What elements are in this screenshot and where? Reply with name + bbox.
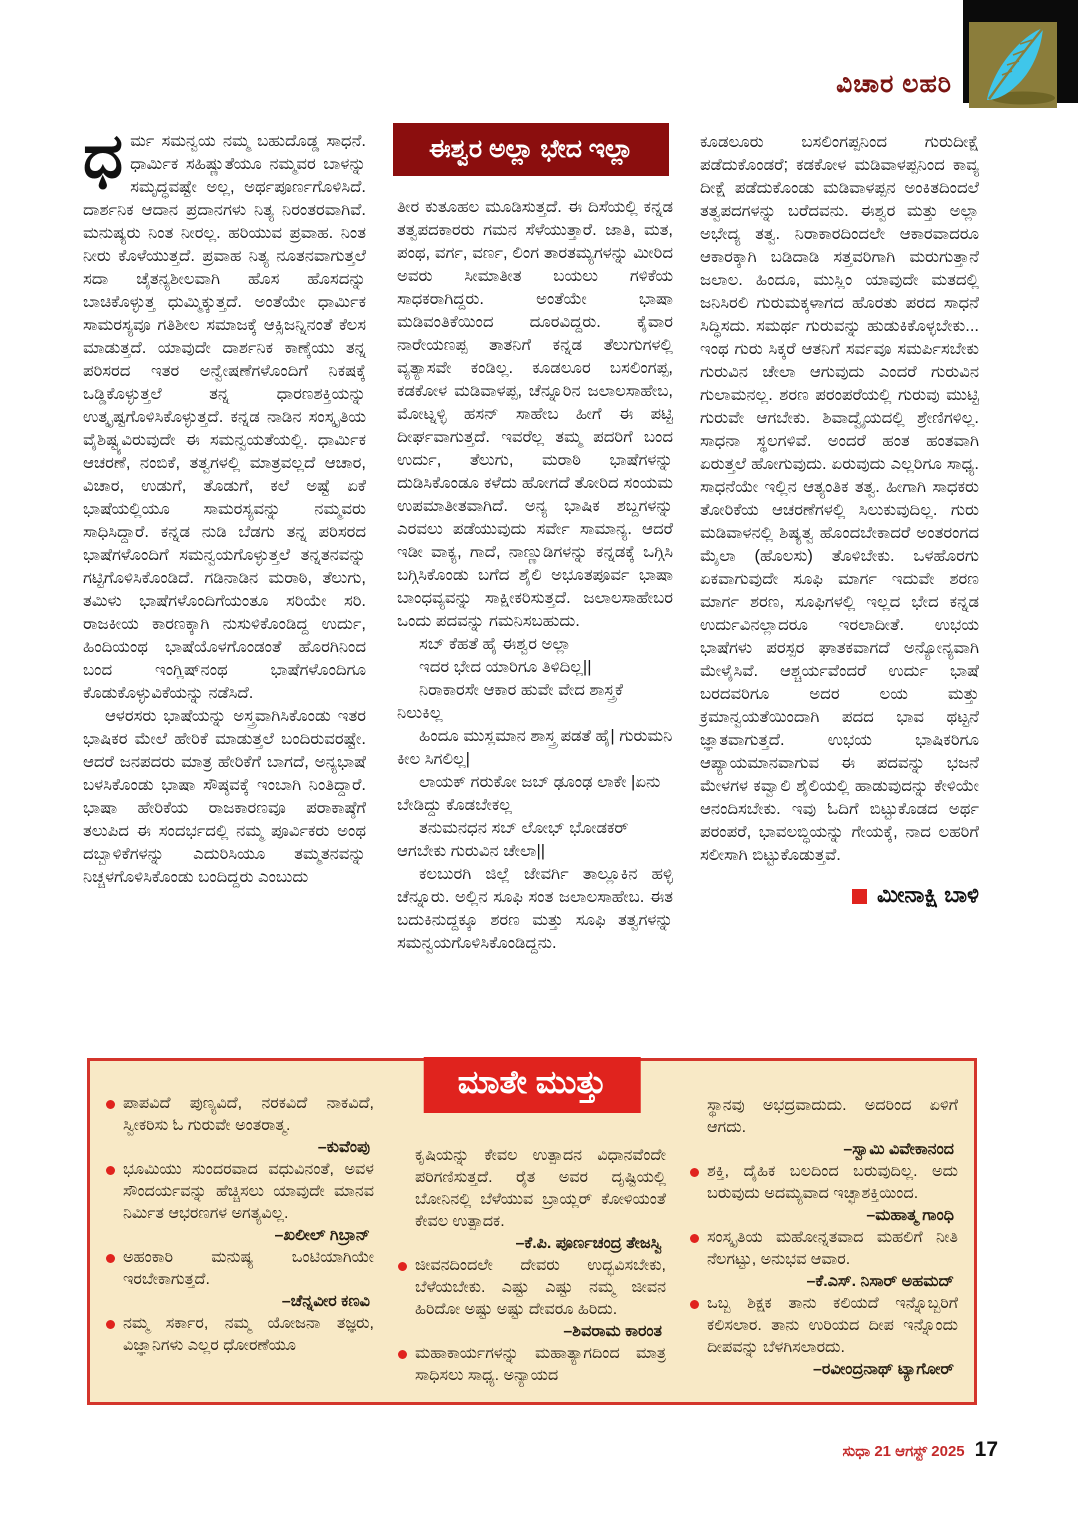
article-paragraph: ಆಳರಸರು ಭಾಷೆಯನ್ನು ಅಸ್ತ್ರವಾಗಿಸಿಕೊಂಡು ಇತರ ಭಾಷಿಕರ ಮೇಲೆ ಹೇರಿಕೆ ಮಾಡುತ್ತಲೆ ಬಂದಿರುವರಷ್ಟೇ. ಆದರೆ ಜನಪದರು ಮಾತ್ರ ಹೇರಿಕೆಗೆ ಬಾಗದೆ, ಅನ್ಯಭಾಷೆ ಬಳಸಿಕೊಂಡು ಭಾಷಾ ಸೌಷ್ಠವಕ್ಕೆ ಇಂಬಾಗಿ ನಿಂತಿದ್ದಾರೆ. ಭಾಷಾ ಹೇರಿಕೆಯ ರಾಜಕಾರಣವೂ ಪರಾಕಾಷ್ಠೆಗೆ ತಲುಪಿದ ಈ ಸಂದರ್ಭದಲ್ಲಿ ನಮ್ಮ ಪೂರ್ವಿಕರು ಅಂಥ ದಬ್ಬಾಳಿಕೆಗಳನ್ನು ಎದುರಿಸಿಯೂ ತಮ್ಮತನವನ್ನು ನಿಚ್ಚಳಗೊಳಿಸಿಕೊಂಡು ಬಂದಿದ್ದರು ಎಂಬುದು	[83, 707, 366, 886]
quote-author: –ರವೀಂದ್ರನಾಥ್ ಟ್ಯಾಗೋರ್	[812, 1361, 954, 1378]
quote-item-continuation	[398, 1145, 666, 1255]
quote-box-title: ಮಾತೇ ಮುತ್ತು	[424, 1057, 641, 1113]
quote-item	[106, 1313, 374, 1357]
article-column-2	[397, 196, 673, 955]
bullet-icon	[106, 1254, 115, 1263]
article-paragraph	[83, 123, 366, 705]
section-label: ವಿಚಾರ ಲಹರಿ	[836, 70, 952, 98]
quote-text: ಪಾಪವಿದೆ ಪುಣ್ಯವಿದೆ, ನರಕವಿದೆ ನಾಕವಿದೆ, ಸ್ವೀಕರಿಸು ಓ ಗುರುವೇ ಅಂತರಾತ್ಮ.	[123, 1095, 374, 1134]
article-text: ರ್ಮ ಸಮನ್ವಯ ನಮ್ಮ ಬಹುದೊಡ್ಡ ಸಾಧನೆ. ಧಾರ್ಮಿಕ ಸಹಿಷ್ಣುತೆಯೂ ನಮ್ಮವರ ಬಾಳನ್ನು ಸಮೃದ್ಧವಷ್ಟೇ ಅಲ್ಲ, ಅರ್ಥಪೂರ್ಣಗೊಳಿಸಿದೆ. ದಾರ್ಶನಿಕ ಆದಾನ ಪ್ರದಾನಗಳು ನಿತ್ಯ ನಿರಂತರವಾಗಿವೆ. ಮನುಷ್ಯರು ನಿಂತ ನೀರಲ್ಲ. ಹರಿಯುವ ಪ್ರವಾಹ. ನಿಂತ ನೀರು ಕೊಳೆಯುತ್ತದೆ. ಪ್ರವಾಹ ನಿತ್ಯ ನೂತನವಾಗುತ್ತಲೆ ಸದಾ ಚೈತನ್ಯಶೀಲವಾಗಿ ಹೊಸ ಹೊಸದನ್ನು ಬಾಚಿಕೊಳ್ಳುತ್ತ ಧುಮ್ಮಿಕ್ಕುತ್ತದೆ. ಅಂತೆಯೇ ಧಾರ್ಮಿಕ ಸಾಮರಸ್ಯವೂ ಗತಿಶೀಲ ಸಮಾಜಕ್ಕೆ ಆಕ್ಸಿಜನ್ನಿನಂತೆ ಕೆಲಸ ಮಾಡುತ್ತದೆ. ಯಾವುದೇ ದಾರ್ಶನಿಕ ಕಾಣ್ಕೆಯು ತನ್ನ ಪರಿಸರದ ಇತರ ಅನ್ವೇಷಣೆಗಳೊಂದಿಗೆ ನಿಕಷಕ್ಕೆ ಒಡ್ಡಿಕೊಳ್ಳುತ್ತಲೆ ತನ್ನ ಧಾರಣಶಕ್ತಿಯನ್ನು ಉತ್ಕೃಷ್ಟಗೊಳಿಸಿಕೊಳ್ಳುತ್ತದೆ. ಕನ್ನಡ ನಾಡಿನ ಸಂಸ್ಕೃತಿಯ ವೈಶಿಷ್ಟ್ಯವಿರುವುದೇ ಈ ಸಮನ್ವಯತೆಯಲ್ಲಿ. ಧಾರ್ಮಿಕ ಆಚರಣೆ, ನಂಬಿಕೆ, ತತ್ವಗಳಲ್ಲಿ ಮಾತ್ರವಲ್ಲದೆ ಆಚಾರ, ವಿಚಾರ, ಉಡುಗೆ, ತೊಡುಗೆ, ಕಲೆ ಅಷ್ಟೆ ಏಕೆ ಭಾಷೆಯಲ್ಲಿಯೂ ಸಾಮರಸ್ಯವನ್ನು ನಮ್ಮವರು ಸಾಧಿಸಿದ್ದಾರೆ. ಕನ್ನಡ ನುಡಿ ಬೆಡಗು ತನ್ನ ಪರಿಸರದ ಭಾಷೆಗಳೊಂದಿಗೆ ಸಮನ್ವಯಗೊಳ್ಳುತ್ತಲೆ ತನ್ನತನವನ್ನು ಗಟ್ಟಿಗೊಳಿಸಿಕೊಂಡಿದೆ. ಗಡಿನಾಡಿನ ಮರಾಠಿ, ತೆಲುಗು, ತಮಿಳು ಭಾಷೆಗಳೊಂದಿಗೆಯಂತೂ ಸರಿಯೇ ಸರಿ. ರಾಜಕೀಯ ಕಾರಣಕ್ಕಾಗಿ ನುಸುಳಿಕೊಂಡಿದ್ದ ಉರ್ದು, ಹಿಂದಿಯಂಥ ಭಾಷೆಯೊಳಗೊಂಡಂತೆ ಹೊರಗಿನಿಂದ ಬಂದ ಇಂಗ್ಲಿಷ್‌ನಂಥ ಭಾಷೆಗಳೊಂದಿಗೂ ಕೊಡುಕೊಳ್ಳುವಿಕೆಯನ್ನು ನಡೆಸಿದೆ.	[83, 132, 366, 702]
article-title: ಈಶ್ವರ ಅಲ್ಲಾ ಭೇದ ಇಲ್ಲಾ	[393, 123, 669, 176]
bullet-icon	[690, 1300, 699, 1309]
quote-text: ಭೂಮಿಯು ಸುಂದರವಾದ ವಧುವಿನಂತೆ, ಅವಳ ಸೌಂದರ್ಯವನ್ನು ಹೆಚ್ಚಿಸಲು ಯಾವುದೇ ಮಾನವ ನಿರ್ಮಿತ ಆಭರಣಗಳ ಅಗತ್ಯವಿಲ್ಲ.	[123, 1161, 374, 1222]
bullet-icon	[398, 1350, 407, 1359]
quote-column-2	[398, 1075, 666, 1388]
quote-item	[690, 1161, 958, 1227]
article-paragraph: ಕಲಬುರಗಿ ಜಿಲ್ಲೆ ಜೇವರ್ಗಿ ತಾಲ್ಲೂಕಿನ ಹಳ್ಳಿ ಚೆನ್ನೂರು. ಅಲ್ಲಿನ ಸೂಫಿ ಸಂತ ಜಲಾಲಸಾಹೇಬ. ಈತ ಬದುಕಿನುದ್ದಕ್ಕೂ ಶರಣ ಮತ್ತು ಸೂಫಿ ತತ್ವಗಳನ್ನು ಸಮನ್ವಯಗೊಳಿಸಿಕೊಂಡಿದ್ದನು.	[397, 865, 673, 952]
article-paragraph: ಕೂಡಲೂರು ಬಸಲಿಂಗಪ್ಪನಿಂದ ಗುರುದೀಕ್ಷೆ ಪಡೆದುಕೊಂಡರೆ; ಕಡಕೋಳ ಮಡಿವಾಳಪ್ಪನಿಂದ ಕಾವ್ಯ ದೀಕ್ಷೆ ಪಡೆದುಕೊಂಡು ಮಡಿವಾಳಪ್ಪನ ಅಂಕಿತದಿಂದಲೆ ತತ್ವಪದಗಳನ್ನು ಬರೆದವನು. ಈಶ್ವರ ಮತ್ತು ಅಲ್ಲಾ ಅಭೇದ್ಯ ತತ್ವ. ನಿರಾಕಾರದಿಂದಲೇ ಆಕಾರವಾದರೂ ಆಕಾರಕ್ಕಾಗಿ ಬಡಿದಾಡಿ ಸತ್ತವರಿಗಾಗಿ ಮರುಗುತ್ತಾನೆ ಜಲಾಲ. ಹಿಂದೂ, ಮುಸ್ಲಿಂ ಯಾವುದೇ ಮತದಲ್ಲಿ ಜನಿಸಿರಲಿ ಗುರುಮಕ್ಕಳಾಗದ ಹೊರತು ಪರದ ಸಾಧನೆ ಸಿದ್ಧಿಸದು. ಸಮರ್ಥ ಗುರುವನ್ನು ಹುಡುಕಿಕೊಳ್ಳಬೇಕು... ಇಂಥ ಗುರು ಸಿಕ್ಕರೆ ಆತನಿಗೆ ಸರ್ವವೂ ಸಮರ್ಪಿಸಬೇಕು ಗುರುವಿನ ಚೇಲಾ ಆಗುವುದು ಎಂದರೆ ಗುರುವಿನ ಗುಲಾಮನಲ್ಲ. ಶರಣ ಪರಂಪರೆಯಲ್ಲಿ ಗುರುವು ಮುಟ್ಟಿ ಗುರುವೇ ಆಗಬೇಕು. ಶಿವಾದ್ವೈಯದಲ್ಲಿ ಶ್ರೇಣಿಗಳಿಲ್ಲ. ಸಾಧನಾ ಸ್ಥಲಗಳಿವೆ. ಅಂದರೆ ಹಂತ ಹಂತವಾಗಿ ಏರುತ್ತಲೆ ಹೋಗುವುದು. ಏರುವುದು ಎಲ್ಲರಿಗೂ ಸಾಧ್ಯ. ಸಾಧನೆಯೇ ಇಲ್ಲಿನ ಆತ್ಯಂತಿಕ ತತ್ವ. ಹೀಗಾಗಿ ಸಾಧಕರು ತೋರಿಕೆಯ ಆಚರಣೆಗಳಲ್ಲಿ ಸಿಲುಕುವುದಿಲ್ಲ. ಗುರು ಮಡಿವಾಳನಲ್ಲಿ ಶಿಷ್ಯತ್ವ ಹೊಂದಬೇಕಾದರೆ ಅಂತರಂಗದ ಮೈಲಾ (ಹೊಲಸು) ತೊಳಿಬೇಕು. ಒಳಹೊರಗು ಏಕವಾಗುವುದೇ ಸೂಫಿ ಮಾರ್ಗ ಇದುವೇ ಶರಣ ಮಾರ್ಗ ಶರಣ, ಸೂಫಿಗಳಲ್ಲಿ ಇಲ್ಲದ ಭೇದ ಕನ್ನಡ ಉರ್ದುವಿನಲ್ಲಾದರೂ ಇರಲಾದೀತೆ. ಉಭಯ ಭಾಷೆಗಳು ಪರಸ್ಪರ ಘಾತಕವಾಗದೆ ಅನ್ಯೋನ್ಯವಾಗಿ ಮೇಳೈಸಿವೆ. ಆಶ್ಚರ್ಯವೆಂದರೆ ಉರ್ದು ಭಾಷೆ ಬರದವರಿಗೂ ಅದರ ಲಯ ಮತ್ತು ಕ್ರಮಾನ್ವಯತೆಯಿಂದಾಗಿ ಪದದ ಭಾವ ಥಟ್ಟನೆ ಜ್ಞಾತವಾಗುತ್ತದೆ. ಉಭಯ ಭಾಷಿಕರಿಗೂ ಆಪ್ಯಾಯಮಾನವಾಗುವ ಈ ಪದವನ್ನು ಭಜನೆ ಮೇಳಗಳ ಕವ್ವಾಲಿ ಶೈಲಿಯಲ್ಲಿ ಹಾಡುವುದನ್ನು ಕೇಳಿಯೇ ಆನಂದಿಸಬೇಕು. ಇವು ಓದಿಗೆ ಬಿಟ್ಟುಕೊಡದ ಅರ್ಥ ಪರಂಪರೆ, ಭಾವಲಬ್ಧಿಯನ್ನು ಗೇಯಕ್ಕೆ, ನಾದ ಲಹರಿಗೆ ಸಲೀಸಾಗಿ ಬಿಟ್ಟುಕೊಡುತ್ತವೆ.	[700, 133, 979, 864]
quote-item	[690, 1293, 958, 1381]
quote-author: –ಕೆ.ಎಸ್. ನಿಸಾರ್ ಅಹಮದ್	[806, 1273, 954, 1290]
quote-text: ನಮ್ಮ ಸರ್ಕಾರ, ನಮ್ಮ ಯೋಜನಾ ತಜ್ಞರು, ವಿಜ್ಞಾನಿಗಳು ಎಲ್ಲರ ಧೋರಣೆಯೂ	[123, 1315, 374, 1354]
quote-author: –ಖಲೀಲ್ ಗಿಬ್ರಾನ್	[274, 1227, 370, 1244]
verse-block	[397, 633, 673, 863]
quote-author: –ಮಹಾತ್ಮ ಗಾಂಧಿ	[866, 1207, 954, 1224]
quote-text: ಶಕ್ತಿ, ದೈಹಿಕ ಬಲದಿಂದ ಬರುವುದಿಲ್ಲ. ಅದು ಬರುವುದು ಅದಮ್ಯವಾದ ಇಚ್ಛಾಶಕ್ತಿಯಿಂದ.	[707, 1163, 958, 1202]
quote-item	[106, 1159, 374, 1247]
verse-line: ನಿರಾಕಾರಸೇ ಆಕಾರ ಹುವೇ ವೇದ ಶಾಸ್ತ್ರಕೆ ನಿಲುಕಿಲ್ಲ	[397, 681, 624, 722]
quote-column-3	[690, 1075, 958, 1388]
verse-line: ಹಿಂದೂ ಮುಸ್ಲಮಾನ ಶಾಸ್ತ್ರ ಪಡತೆ ಹೈ| ಗುರುಮನಿ ಕೀಲ ಸಿಗಲಿಲ್ಲ|	[397, 727, 673, 768]
footer-page-number: 17	[974, 1438, 998, 1461]
byline-name: ಮೀನಾಕ್ಷಿ ಬಾಳಿ	[877, 882, 979, 907]
bullet-icon	[690, 1234, 699, 1243]
quote-column-1	[106, 1075, 374, 1388]
quote-text: ಜೀವನದಿಂದಲೇ ದೇವರು ಉದ್ಭವಿಸಬೇಕು, ಬೆಳೆಯಬೇಕು. ಎಷ್ಟು ಎಷ್ಟು ನಮ್ಮ ಜೀವನ ಹಿರಿದೋ ಅಷ್ಟು ಅಷ್ಟು ದೇವರೂ ಹಿರಿದು.	[415, 1257, 666, 1318]
quote-box	[87, 1058, 977, 1405]
bullet-icon	[106, 1166, 115, 1175]
quote-author: –ಶಿವರಾಮ ಕಾರಂತ	[563, 1323, 662, 1340]
verse-line: ಲಾಯಕ್ ಗರುಕೋ ಜಬ್ ಢೂಂಢ ಲಾಕೇ |ಏನು ಬೇಡಿದ್ದು ಕೊಡಬೇಕಲ್ಲ	[397, 773, 661, 814]
quote-text: ಅಹಂಕಾರಿ ಮನುಷ್ಯ ಒಂಟಿಯಾಗಿಯೇ ಇರಬೇಕಾಗುತ್ತದೆ.	[123, 1249, 374, 1288]
feather-icon	[969, 22, 1057, 108]
quote-author: –ಕೆ.ಪಿ. ಪೂರ್ಣಚಂದ್ರ ತೇಜಸ್ವಿ	[515, 1235, 662, 1252]
quote-text: ಮಹಾಕಾರ್ಯಗಳನ್ನು ಮಹಾತ್ಯಾಗದಿಂದ ಮಾತ್ರ ಸಾಧಿಸಲು ಸಾಧ್ಯ. ಅನ್ಯಾಯದ	[415, 1345, 666, 1384]
quote-item	[106, 1247, 374, 1313]
byline	[700, 883, 979, 906]
quote-item	[690, 1227, 958, 1293]
footer-issue: ಸುಧಾ 21 ಆಗಸ್ಟ್ 2025	[842, 1443, 965, 1460]
bullet-icon	[690, 1168, 699, 1177]
article-paragraph: ತೀರ ಕುತೂಹಲ ಮೂಡಿಸುತ್ತದೆ. ಈ ದಿಸೆಯಲ್ಲಿ ಕನ್ನಡ ತತ್ವಪದಕಾರರು ಗಮನ ಸೆಳೆಯುತ್ತಾರೆ. ಜಾತಿ, ಮತ, ಪಂಥ, ವರ್ಗ, ವರ್ಣ, ಲಿಂಗ ತಾರತಮ್ಯಗಳನ್ನು ಮೀರಿದ ಅವರು ಸೀಮಾತೀತ ಬಯಲು ಗಳಿಕೆಯ ಸಾಧಕರಾಗಿದ್ದರು. ಅಂತೆಯೇ ಭಾಷಾ ಮಡಿವಂತಿಕೆಯಿಂದ ದೂರವಿದ್ದರು. ಕೈವಾರ ನಾರೇಯಣಪ್ಪ ತಾತನಿಗೆ ಕನ್ನಡ ತೆಲುಗುಗಳಲ್ಲಿ ವ್ಯತ್ಯಾಸವೇ ಕಂಡಿಲ್ಲ. ಕೂಡಲೂರ ಬಸಲಿಂಗಪ್ಪ, ಕಡಕೋಳ ಮಡಿವಾಳಪ್ಪ, ಚೆನ್ನೂರಿನ ಜಲಾಲಸಾಹೇಬ, ಮೋಟ್ನಳ್ಳಿ ಹಸನ್ ಸಾಹೇಬ ಹೀಗೆ ಈ ಪಟ್ಟಿ ದೀರ್ಘವಾಗುತ್ತದೆ. ಇವರೆಲ್ಲ ತಮ್ಮ ಪದರಿಗೆ ಬಂದ ಉರ್ದು, ತೆಲುಗು, ಮರಾಠಿ ಭಾಷೆಗಳನ್ನು ದುಡಿಸಿಕೊಂಡೂ ಕಳೆದು ಹೋಗದೆ ತೋರಿದ ಸಂಯಮ ಉಪಮಾತೀತವಾಗಿದೆ. ಅನ್ಯ ಭಾಷಿಕ ಶಬ್ದಗಳನ್ನು ಎರವಲು ಪಡೆಯುವುದು ಸರ್ವೇ ಸಾಮಾನ್ಯ. ಆದರೆ ಇಡೀ ವಾಕ್ಯ, ಗಾದೆ, ನಾಣ್ಣುಡಿಗಳನ್ನು ಕನ್ನಡಕ್ಕೆ ಒಗ್ಗಿಸಿ ಬಗ್ಗಿಸಿಕೊಂಡು ಬಗೆದ ಶೈಲಿ ಅಭೂತಪೂರ್ವ ಭಾಷಾ ಬಾಂಧವ್ಯವನ್ನು ಸಾಕ್ಷೀಕರಿಸುತ್ತದೆ. ಜಲಾಲಸಾಹೇಬರ ಒಂದು ಪದವನ್ನು ಗಮನಿಸಬಹುದು.	[397, 198, 673, 630]
bullet-icon	[398, 1262, 407, 1271]
quote-text: ಸಂಸ್ಕೃತಿಯ ಮಹೋನ್ನತವಾದ ಮಹಲಿಗೆ ನೀತಿ ನೆಲಗಟ್ಟು, ಅನುಭವ ಆವಾರ.	[707, 1229, 958, 1268]
bullet-icon	[106, 1320, 115, 1329]
quote-text: ಕೃಷಿಯನ್ನು ಕೇವಲ ಉತ್ಪಾದನ ವಿಧಾನವೆಂದೇ ಪರಿಗಣಿಸುತ್ತದೆ. ರೈತ ಅವರ ದೃಷ್ಟಿಯಲ್ಲಿ ಬೋನಿನಲ್ಲಿ ಬೆಳೆಯುವ ಬ್ರಾಯ್ಲರ್ ಕೋಳಿಯಂತೆ ಕೇವಲ ಉತ್ಪಾದಕ.	[415, 1147, 666, 1230]
article-column-3	[700, 131, 979, 906]
drop-cap: ಧ	[83, 123, 124, 191]
verse-line: ತನುಮನಧನ ಸಬ್ ಲೋಭ್ ಭೋಡಕರ್ ಆಗಬೇಕು ಗುರುವಿನ ಚೇಲಾ||	[397, 819, 629, 860]
quote-item-continuation	[690, 1095, 958, 1161]
quote-item	[398, 1255, 666, 1343]
page-footer	[842, 1438, 998, 1462]
quote-text: ಒಬ್ಬ ಶಿಕ್ಷಕ ತಾನು ಕಲಿಯದೆ ಇನ್ನೊಬ್ಬರಿಗೆ ಕಲಿಸಲಾರ. ತಾನು ಉರಿಯದ ದೀಪ ಇನ್ನೊಂದು ದೀಪವನ್ನು ಬೆಳಗಿಸಲಾರದು.	[707, 1295, 958, 1356]
quote-text: ಸ್ಥಾನವು ಅಭದ್ರವಾದುದು. ಅದರಿಂದ ಏಳಿಗೆ ಆಗದು.	[707, 1097, 958, 1136]
quote-author: –ಸ್ವಾಮಿ ವಿವೇಕಾನಂದ	[843, 1141, 954, 1158]
quote-item	[106, 1093, 374, 1159]
quote-author: –ಚೆನ್ನವೀರ ಕಣವಿ	[281, 1293, 370, 1310]
article-column-1	[83, 123, 366, 889]
quote-author: –ಕುವೆಂಪು	[317, 1139, 370, 1156]
byline-square-icon	[852, 889, 867, 904]
verse-line: ಸಬ್ ಕೆಹತೆ ಹೈ ಈಶ್ವರ ಅಲ್ಲಾ	[419, 635, 571, 653]
verse-line: ಇದರ ಭೇದ ಯಾರಿಗೂ ತಿಳಿದಿಲ್ಲ||	[419, 658, 592, 676]
quote-item	[398, 1343, 666, 1387]
bullet-icon	[106, 1100, 115, 1109]
